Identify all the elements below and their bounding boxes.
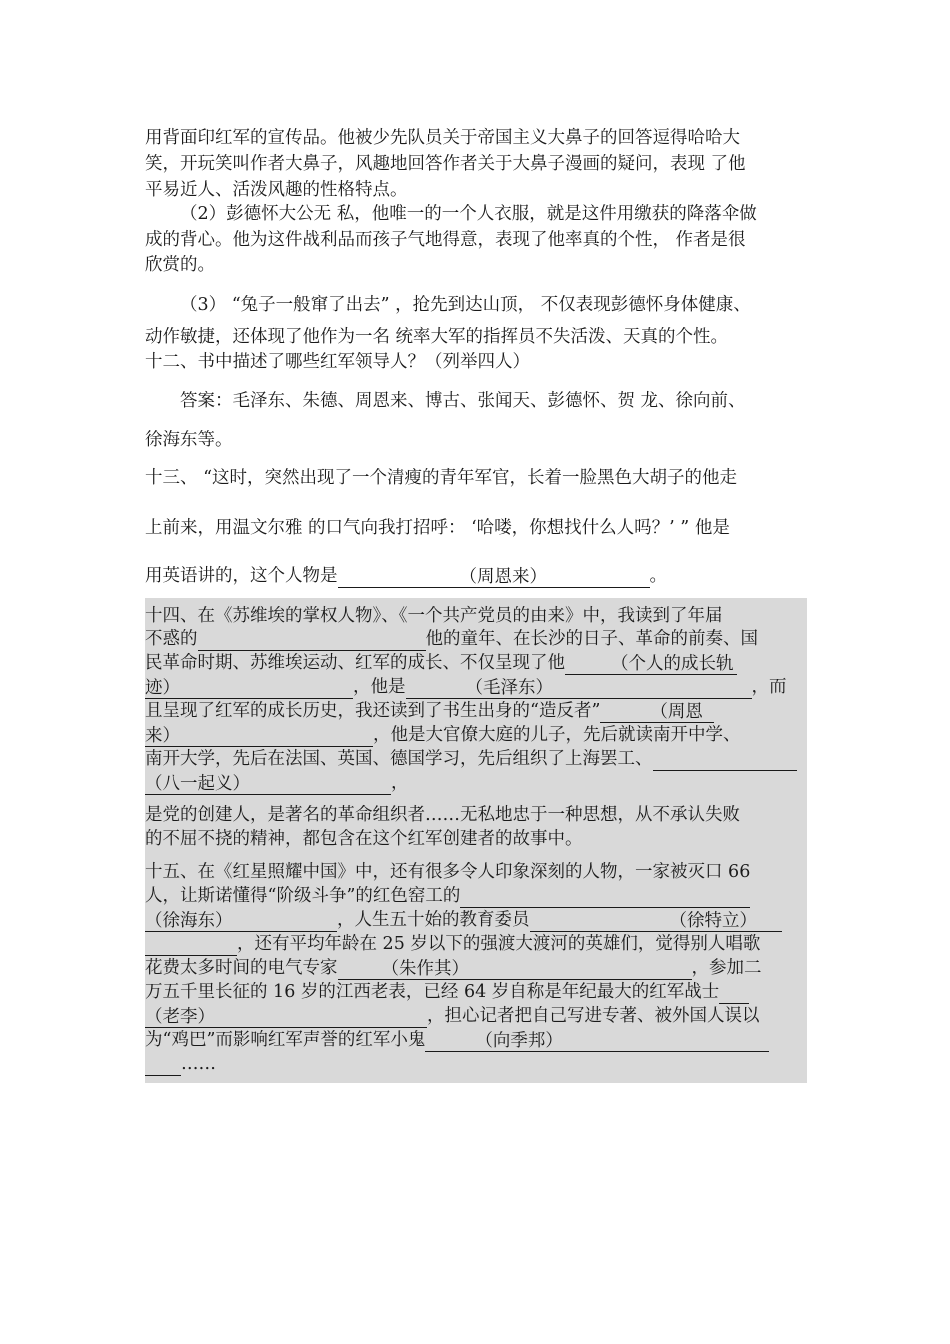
answer-text: （朱作其） [381, 959, 469, 979]
text: 南开大学，先后在法国、英国、德国学习，先后组织了上海罢工、 [145, 749, 653, 769]
blank [460, 886, 750, 908]
answer-text: （徐海东） [145, 911, 233, 931]
answer-text: （老李） [145, 1007, 215, 1027]
fill-in-line [145, 1052, 216, 1076]
fill-in-line [145, 771, 409, 795]
fill-in-line [145, 980, 749, 1004]
text: 花费太多时间的电气专家 [145, 958, 338, 978]
text: 民革命时期、苏维埃运动、红军的成长、不仅呈现了他 [145, 653, 565, 673]
text: ， [391, 773, 409, 793]
paragraph-line: 动作敏捷，还体现了他作为一名 统率大军的指挥员不失活泼、天真的个性。 [145, 327, 729, 347]
blank [145, 934, 237, 956]
text: …… [181, 1054, 216, 1074]
blank-answer [530, 910, 782, 932]
fill-in-line [145, 747, 797, 771]
answer-text: （徐特立） [669, 911, 757, 931]
blank-answer [406, 677, 752, 699]
paragraph-line: 平易近人、活泼风趣的性格特点。 [145, 180, 408, 200]
fill-in-line [145, 627, 758, 651]
text: ，他是 [353, 677, 406, 697]
text: ，他是大官僚大庭的儿子，先后就读南开中学、 [373, 725, 741, 745]
blank-answer [145, 773, 391, 795]
paragraph-line: 用背面印红军的宣传品。他被少先队员关于帝国主义大鼻子的回答逗得哈哈大 [145, 128, 740, 148]
fill-in-line [145, 1004, 760, 1028]
text: ，担心记者把自己写进专著、被外国人误以 [427, 1006, 760, 1026]
paragraph-line: 是党的创建人，是著名的革命组织者……无私地忠于一种思想，从不承认失败 [145, 805, 740, 825]
text: 用英语讲的，这个人物是 [145, 566, 338, 586]
blank [198, 629, 426, 651]
answer-text: （毛泽东） [465, 678, 553, 698]
fill-in-line [145, 675, 787, 699]
blank-answer [425, 1030, 769, 1052]
fill-in-line [145, 884, 750, 908]
blank-answer [145, 1006, 427, 1028]
fill-in-line [145, 699, 714, 723]
text: ，还有平均年龄在 25 岁以下的强渡大渡河的英雄们，觉得别人唱歌 [237, 934, 761, 954]
paragraph-line: （3） “兔子一般窜了出去” ，抢先到达山顶， 不仅表现彭德怀身体健康、 [180, 295, 751, 315]
fill-in-line [145, 564, 815, 588]
text: ，而 [751, 677, 787, 697]
blank-answer [565, 653, 737, 675]
blank-answer [145, 910, 337, 932]
paragraph-line: 欣赏的。 [145, 255, 215, 275]
blank [719, 982, 749, 1004]
text: 他的童年、在长沙的日子、革命的前奏、国 [425, 629, 758, 649]
question-13: 十三、 “这时，突然出现了一个清瘦的青年军官，长着一脸黑色大胡子的他走 [145, 468, 738, 488]
paragraph-line: 的不屈不挠的精神，都包含在这个红军创建者的故事中。 [145, 829, 583, 849]
blank [145, 1054, 181, 1076]
answer-line: 徐海东等。 [145, 430, 233, 450]
blank-answer [145, 677, 353, 699]
fill-in-line [145, 651, 737, 675]
blank-answer [145, 725, 373, 747]
fill-in-line [145, 723, 741, 747]
text: 为“鸡巴”而影响红军声誉的红军小鬼 [145, 1030, 426, 1050]
text: ，人生五十始的教育委员 [337, 910, 530, 930]
answer-text: （周恩 [650, 702, 703, 722]
text: 不惑的 [145, 629, 198, 649]
fill-in-line [145, 932, 760, 956]
fill-in-line [145, 1028, 769, 1052]
blank-answer [338, 566, 650, 588]
answer-text: （个人的成长轨 [611, 654, 734, 674]
question-14: 十四、在《苏维埃的掌权人物》、《一个共产党员的由来》中，我读到了年届 [145, 606, 723, 626]
question-15: 十五、在《红星照耀中国》中，还有很多令人印象深刻的人物，一家被灭口 66 [145, 862, 751, 882]
answer-text: 来） [145, 726, 180, 746]
text: 万五千里长征的 16 岁的江西老表，已经 64 岁自称是年纪最大的红军战士 [145, 982, 720, 1002]
text: 。 [649, 566, 667, 586]
blank [653, 749, 797, 771]
paragraph-line: 笑，开玩笑叫作者大鼻子，风趣地回答作者关于大鼻子漫画的疑问，表现 了他 [145, 154, 746, 174]
fill-in-line [145, 908, 782, 932]
paragraph-line: 上前来，用温文尔雅 的口气向我打招呼： ‘哈喽，你想找什么人吗？’ ” 他是 [145, 518, 730, 538]
answer-text: （周恩来） [459, 567, 547, 587]
blank-answer [600, 701, 714, 723]
paragraph-line: 成的背心。他为这件战利品而孩子气地得意，表现了他率真的个性， 作者是很 [145, 230, 746, 250]
question-12: 十二、书中描述了哪些红军领导人？（列举四人） [145, 352, 530, 372]
answer-text: （八一起义） [145, 774, 250, 794]
text: 且呈现了红军的成长历史，我还读到了书生出身的“造反者” [145, 701, 601, 721]
fill-in-line [145, 956, 762, 980]
answer-text: 迹） [145, 678, 180, 698]
blank-answer [338, 958, 692, 980]
answer-line: 答案：毛泽东、朱德、周恩来、博古、张闻天、彭德怀、贺 龙、徐向前、 [180, 391, 746, 411]
text: ，参加二 [691, 958, 762, 978]
text: 人，让斯诺懂得“阶级斗争”的红色窑工的 [145, 886, 461, 906]
answer-text: （向季邦） [475, 1031, 563, 1051]
paragraph-line: （2）彭德怀大公无 私，他唯一的一个人衣服，就是这件用缴获的降落伞做 [180, 204, 757, 224]
